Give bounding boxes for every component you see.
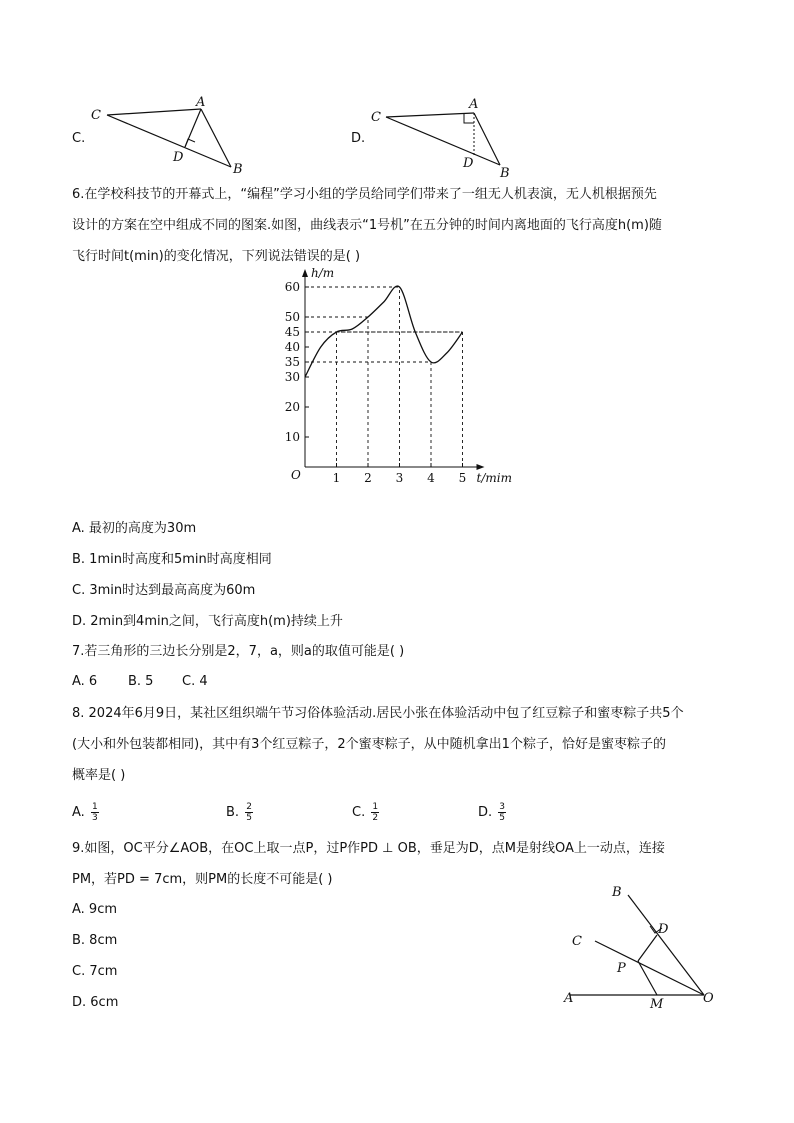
option-c-point-b: B (233, 162, 243, 177)
q8-option-d: D. $\frac{3}{5}$ (478, 802, 506, 823)
y-tick-label-40: 40 (284, 340, 300, 354)
y-tick-label-35: 35 (284, 355, 300, 369)
q7-option-c: C. 4 (182, 674, 208, 689)
q9-stem-line-1: 9.如图，OC平分∠AOB，在OC上取一点P，过P作PD ⊥ OB，垂足为D，点M是射线OA上一动点，连接 (72, 841, 665, 856)
q6-option-b: B. 1min时高度和5min时高度相同 (72, 552, 272, 567)
q6-option-a: A. 最初的高度为30m (72, 521, 197, 536)
angle-bisector-figure (560, 882, 740, 1012)
q9-stem-line-2: PM，若PD = 7cm，则PM的长度不可能是( ) (72, 872, 333, 887)
q8-stem-line-1: 8. 2024年6月9日，某社区组织端午节习俗体验活动.居民小张在体验活动中包了红豆粽子和蜜枣粽子共5个 (72, 706, 684, 721)
q8-option-d-denominator: 5 (499, 813, 506, 823)
q8-option-b-numerator: 2 (246, 802, 252, 812)
x-tick-label-5: 5 (458, 471, 467, 485)
option-c-point-a: A (196, 95, 206, 110)
height-curve (305, 286, 463, 377)
y-tick-label-45: 45 (284, 325, 300, 339)
point-b-label: B (612, 885, 622, 900)
q8-option-c: C. $\frac{1}{2}$ (352, 802, 379, 823)
q6-option-d: D. 2min到4min之间，飞行高度h(m)持续上升 (72, 614, 343, 629)
point-d-label: D (658, 922, 669, 937)
y-tick-label-30: 30 (284, 370, 300, 384)
x-tick-label-3: 3 (395, 471, 404, 485)
option-d-triangle-figure (366, 95, 546, 185)
q8-stem-line-2: (大小和外包装都相同)，其中有3个红豆粽子，2个蜜枣粽子，从中随机拿出1个粽子，恰好是蜜枣粽子的 (72, 737, 666, 752)
q7-stem: 7.若三角形的三边长分别是2，7，a，则a的取值可能是( ) (72, 644, 405, 659)
x-tick-label-1: 1 (332, 471, 341, 485)
q8-option-b: B. $\frac{2}{5}$ (226, 802, 252, 823)
q6-option-c: C. 3min时达到最高高度为60m (72, 583, 256, 598)
point-o-label: O (703, 991, 714, 1006)
option-d-point-d: D (463, 156, 474, 171)
q8-option-a: A. $\frac{1}{3}$ (72, 802, 98, 823)
y-axis-label: h/m (311, 266, 335, 280)
option-d-label: D. (351, 131, 366, 146)
y-tick-label-10: 10 (284, 430, 300, 444)
q8-option-b-denominator: 5 (246, 813, 252, 823)
point-c-label: C (572, 934, 582, 949)
q6-stem-line-1: 6.在学校科技节的开幕式上，“编程”学习小组的学员给同学们带来了一组无人机表演，无人机根据预先 (72, 187, 657, 202)
option-d-point-a: A (469, 97, 479, 112)
q8-option-a-denominator: 3 (91, 813, 98, 823)
q7-option-a: A. 6 (72, 674, 98, 689)
q7-option-b: B. 5 (128, 674, 154, 689)
y-tick-label-50: 50 (284, 310, 300, 324)
option-d-point-b: B (500, 166, 510, 181)
x-tick-label-2: 2 (364, 471, 372, 485)
q8-option-c-denominator: 2 (372, 813, 379, 823)
option-c-label: C. (72, 131, 86, 146)
q8-option-d-numerator: 3 (499, 802, 506, 812)
y-tick-label-60: 60 (284, 280, 300, 294)
q8-stem-line-3: 概率是( ) (72, 768, 126, 783)
origin-label: O (291, 468, 301, 482)
q6-stem-line-2: 设计的方案在空中组成不同的图案.如图，曲线表示“1号机”在五分钟的时间内离地面的飞行高度h(m)随 (72, 218, 662, 233)
point-m-label: M (650, 997, 664, 1012)
point-a-label: A (564, 991, 574, 1006)
x-tick-label-4: 4 (427, 471, 435, 485)
q9-option-a: A. 9cm (72, 902, 118, 917)
q8-option-c-numerator: 1 (372, 802, 379, 812)
option-d-point-c: C (371, 110, 381, 125)
option-c-point-c: C (91, 108, 101, 123)
x-axis-arrow (477, 464, 485, 470)
q9-option-c: C. 7cm (72, 964, 118, 979)
option-c-triangle-figure (85, 95, 265, 185)
q8-option-a-numerator: 1 (91, 802, 98, 812)
option-c-point-d: D (173, 150, 184, 165)
q9-option-b: B. 8cm (72, 933, 118, 948)
y-tick-label-20: 20 (284, 400, 300, 414)
q6-stem-line-3: 飞行时间t(min)的变化情况，下列说法错误的是( ) (72, 249, 361, 264)
point-p-label: P (617, 961, 626, 976)
height-time-line-chart (284, 266, 525, 485)
q9-option-d: D. 6cm (72, 995, 119, 1010)
y-axis-arrow (302, 269, 308, 277)
x-axis-label: t/mim (476, 471, 512, 485)
